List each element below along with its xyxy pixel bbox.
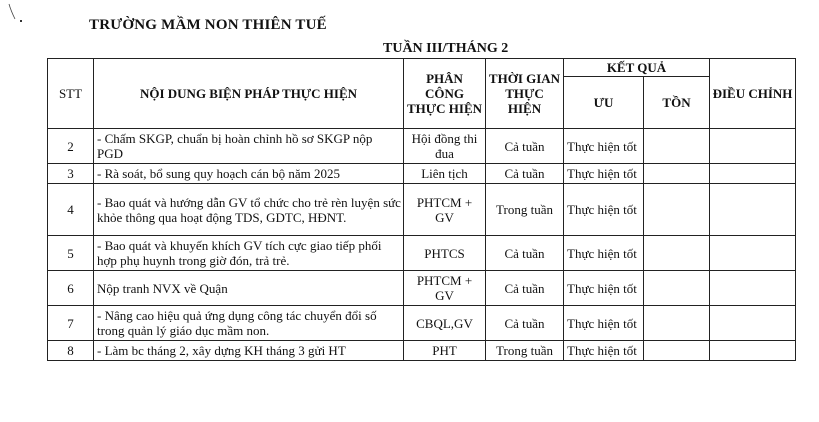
table-row [48,184,796,236]
row-result-cons [644,129,710,164]
row-result-pros: Thực hiện tốt [564,341,644,361]
row-result-cons [644,164,710,184]
table-row [48,236,796,271]
row-result-pros: Thực hiện tốt [564,271,644,306]
row-content: - Bao quát và khuyến khích GV tích cực giao tiếp phối hợp phụ huynh trong giờ đón, trả trẻ. [94,236,404,271]
header-adjust: ĐIỀU CHỈNH [710,59,796,129]
table-row [48,129,796,164]
row-time: Trong tuần [486,341,564,361]
row-stt: 6 [48,271,94,306]
school-name: TRƯỜNG MẦM NON THIÊN TUẾ [89,17,327,33]
row-stt: 3 [48,164,94,184]
row-content: - Rà soát, bổ sung quy hoạch cán bộ năm 2025 [94,164,404,184]
row-result-cons [644,306,710,341]
row-result-pros: Thực hiện tốt [564,306,644,341]
row-content: - Nâng cao hiệu quả ứng dụng công tác chuyển đổi số trong quản lý giáo dục mầm non. [94,306,404,341]
row-adjust [710,164,796,184]
row-adjust [710,184,796,236]
plan-table [47,58,796,361]
row-assignment: Hội đồng thi đua [404,129,486,164]
row-assignment: PHTCM + GV [404,271,486,306]
row-time: Trong tuần [486,184,564,236]
row-content: - Chấm SKGP, chuẩn bị hoàn chỉnh hồ sơ SKGP nộp PGD [94,129,404,164]
row-adjust [710,129,796,164]
header-result: KẾT QUẢ [564,59,710,77]
corner-mark [7,3,17,21]
row-time: Cả tuần [486,236,564,271]
row-stt: 8 [48,341,94,361]
row-result-pros: Thực hiện tốt [564,164,644,184]
row-result-pros: Thực hiện tốt [564,184,644,236]
row-assignment: Liên tịch [404,164,486,184]
row-result-cons [644,184,710,236]
header-result-pros: ƯU [564,77,644,129]
row-assignment: PHT [404,341,486,361]
header-assignment: PHÂN CÔNG THỰC HIỆN [404,59,486,129]
row-adjust [710,271,796,306]
row-assignment: PHTCS [404,236,486,271]
row-result-cons [644,271,710,306]
row-time: Cả tuần [486,129,564,164]
row-content: Nộp tranh NVX về Quận [94,271,404,306]
row-result-pros: Thực hiện tốt [564,129,644,164]
corner-dot [20,20,22,22]
row-assignment: CBQL,GV [404,306,486,341]
header-result-cons: TỒN [644,77,710,129]
row-stt: 7 [48,306,94,341]
row-result-cons [644,236,710,271]
row-adjust [710,341,796,361]
table-row [48,341,796,361]
row-time: Cả tuần [486,164,564,184]
row-content: - Bao quát và hướng dẫn GV tổ chức cho trẻ rèn luyện sức khỏe thông qua hoạt động TDS, GDTC, HĐNT. [94,184,404,236]
row-content: - Làm bc tháng 2, xây dựng KH tháng 3 gửi HT [94,341,404,361]
week-title: TUẦN III/THÁNG 2 [383,41,509,56]
header-content: NỘI DUNG BIỆN PHÁP THỰC HIỆN [94,59,404,129]
table-row [48,164,796,184]
table-row [48,271,796,306]
header-stt: STT [48,59,94,129]
row-adjust [710,306,796,341]
row-stt: 2 [48,129,94,164]
table-row [48,306,796,341]
row-adjust [710,236,796,271]
row-stt: 5 [48,236,94,271]
row-stt: 4 [48,184,94,236]
row-assignment: PHTCM + GV [404,184,486,236]
row-result-cons [644,341,710,361]
header-time: THỜI GIAN THỰC HIỆN [486,59,564,129]
row-time: Cả tuần [486,271,564,306]
row-result-pros: Thực hiện tốt [564,236,644,271]
row-time: Cả tuần [486,306,564,341]
